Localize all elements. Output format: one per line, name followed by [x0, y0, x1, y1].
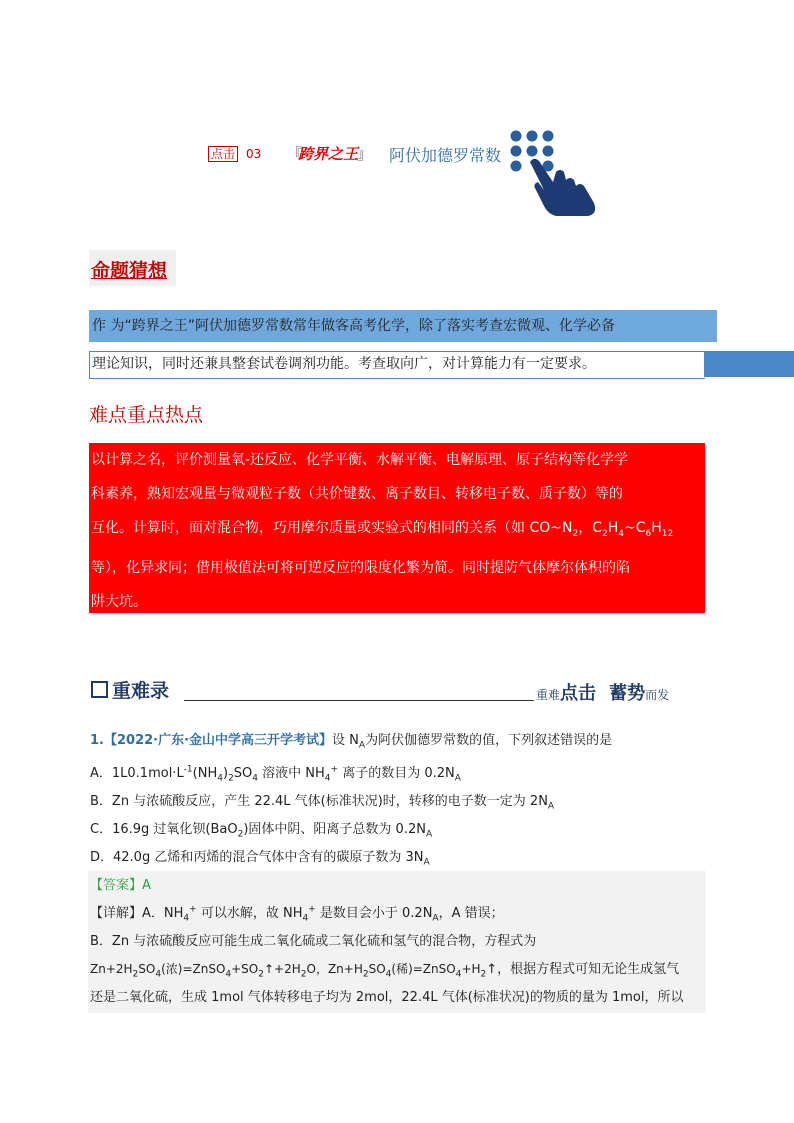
question-stem: 1.【2022·广东·金山中学高三开学考试】设 $N_A$为阿伏伽德罗常数的值，下列叙述错误的是: [90, 733, 613, 751]
detail-line-3: $Zn+2H_2SO_4$(浓)$=ZnSO_4+SO_2↑+2H_2O$，$Zn+H_2SO_4$(稀)$=ZnSO_4+H_2↑$，根据方程式可知无论生成氢气: [90, 962, 680, 980]
guess-line2: 理论知识，同时还兼具整套试卷调剂功能。考查取向广，对计算能力有一定要求。: [92, 356, 596, 372]
detail-line-2: B．Zn 与浓硫酸反应可能生成二氧化硫或二氧化硫和氢气的混合物，方程式为: [90, 934, 537, 949]
guess-line1: 作 为“跨界之王”阿伏加德罗常数常年做客高考化学，除了落实考查宏微观、化学必备: [89, 310, 717, 342]
key-heading: 难点重点热点: [89, 404, 204, 426]
detail-line-1: 【详解】A．$NH_4^+$ 可以水解，故 $NH_4^+$ 是数目会小于 $0.2N_A$，A 错误；: [90, 904, 504, 924]
bracket-close: 』: [357, 145, 373, 163]
option-b: B．Zn 与浓硫酸反应，产生 22.4L 气体(标准状况)时，转移的电子数一定为 $2N_A$: [90, 794, 555, 812]
section-heading: 重难录: [91, 676, 169, 703]
option-a: A．$1L0.1mol\cdot L^{-1}(NH_4)_2SO_4$ 溶液中 $NH_4^+$ 离子的数目为 $0.2N_A$: [90, 764, 461, 784]
option-c: C．16.9g 过氧化钡(BaO$_2$)固体中阴、阳离子总数为 $0.2N_A$: [90, 822, 433, 840]
page-title: 阿伏加德罗常数: [389, 146, 502, 165]
key-line-2: 科素养，熟知宏观量与微观粒子数（共价键数、离子数目、转移电子数、质子数）等的: [91, 486, 623, 502]
detail-line-4: 还是二氧化硫，生成 1mol 气体转移电子均为 2mol，22.4L 气体(标准状况)的物质的量为 1mol，所以: [90, 990, 684, 1005]
section-underline: [184, 700, 534, 701]
checkbox-icon: [91, 681, 108, 698]
key-line-5: 阱大坑。: [91, 593, 147, 610]
section-tagline: 重难点击 蓄势而发: [536, 683, 670, 704]
guess-heading-box: [89, 250, 176, 286]
option-d: D．42.0g 乙烯和丙烯的混合气体中含有的碳原子数为 $3N_A$: [90, 850, 430, 868]
pointing-hand-icon: [508, 128, 603, 220]
guess-line2-bar: [704, 351, 794, 377]
king-title: 跨界之王: [298, 145, 359, 163]
bracket-open: 『: [287, 145, 303, 163]
key-line-4: 等），化异求同；借用极值法可将可逆反应的限度化繁为简。同时提防气体摩尔体积的陷: [91, 559, 630, 576]
tag-badge: 点击: [208, 146, 238, 162]
answer-line: 【答案】A: [90, 878, 151, 893]
key-line-3: 互化。计算时，面对混合物，巧用摩尔质量或实验式的相同的关系（如 $CO\sim N_2$，$C_2H_4\sim C_6H_{12}$: [91, 520, 674, 539]
point-number: 03: [246, 147, 262, 161]
key-points-box: [89, 443, 705, 613]
key-line-1: 以计算之名，评价测量氧-还反应、化学平衡、水解平衡、电解原理、原子结构等化学学: [91, 452, 629, 468]
guess-heading: 命题猜想: [91, 260, 168, 282]
